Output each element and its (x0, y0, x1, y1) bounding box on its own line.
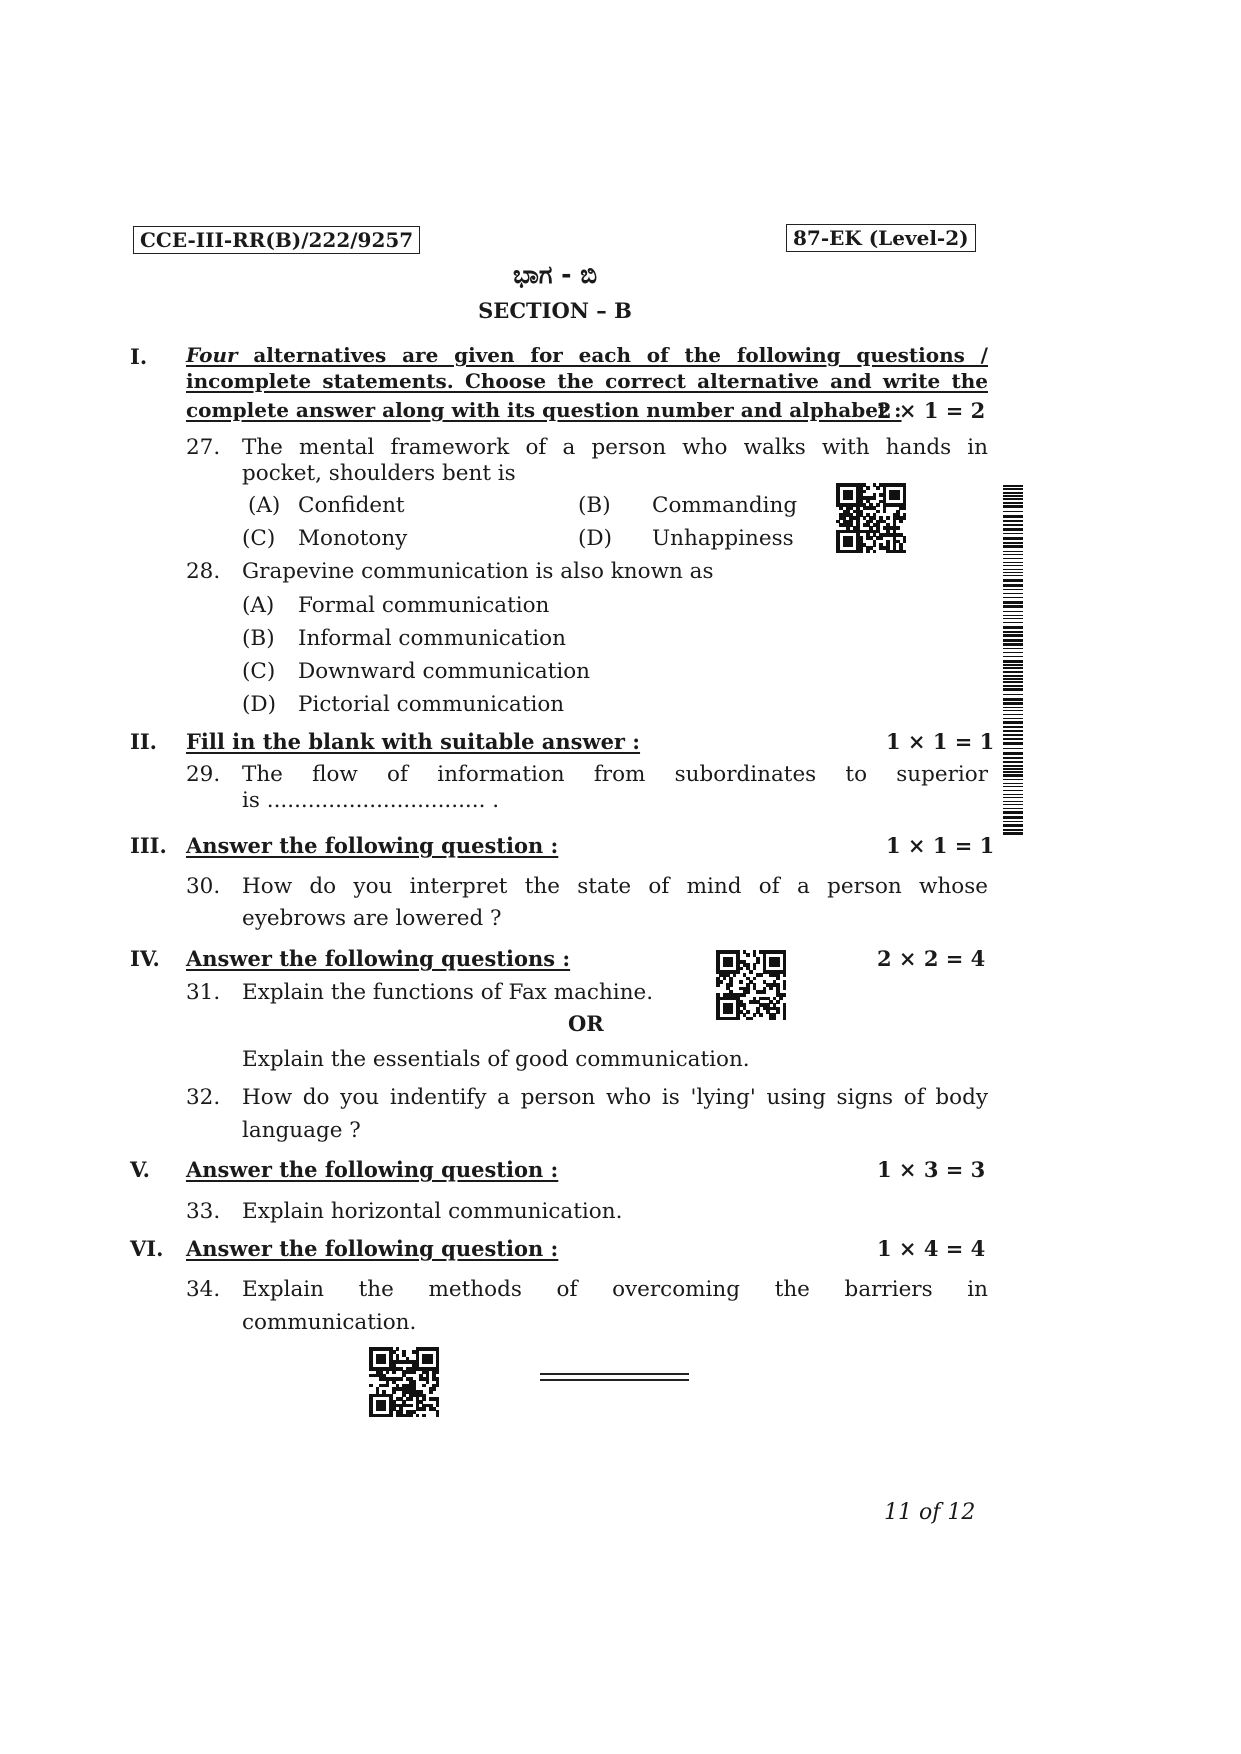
barcode-bar (1003, 569, 1023, 571)
qr-module (716, 983, 720, 987)
barcode-bar (1003, 485, 1023, 487)
barcode-bar (1003, 710, 1023, 712)
part-1-instruction-line2: incomplete statements. Choose the correct alternative and write the (186, 369, 988, 393)
qr-module (436, 1370, 440, 1374)
qr-module (396, 1347, 400, 1351)
qr-module (746, 953, 750, 957)
q28-number: 28. (186, 559, 221, 584)
barcode-bar (1003, 688, 1023, 691)
barcode-bar (1003, 774, 1023, 777)
barcode-bar (1003, 707, 1023, 709)
qr-module (886, 516, 890, 520)
barcode-bar (1003, 714, 1023, 716)
qr-module (783, 993, 787, 997)
barcode-bar (1003, 611, 1023, 613)
barcode-bar (1003, 811, 1023, 814)
qr-module (736, 1017, 740, 1021)
barcode-bar (1003, 511, 1023, 513)
q32-text-line1: How do you indentify a person who is 'lying' using signs of body (242, 1085, 988, 1110)
barcode-bar (1003, 804, 1023, 806)
barcode-bar (1003, 488, 1023, 490)
paper-code-left: CCE-III-RR(B)/222/9257 (133, 226, 420, 254)
barcode-bar (1003, 572, 1023, 574)
barcode-bar (1003, 593, 1023, 595)
qr-module (392, 1370, 396, 1374)
qr-module (753, 967, 757, 971)
qr-module (783, 1017, 787, 1021)
q28-option-b-label: (B) (242, 626, 275, 651)
q31-number: 31. (186, 980, 221, 1005)
qr-module (883, 510, 887, 514)
part-3-marks: 1 × 1 = 1 (886, 833, 995, 858)
qr-module (896, 526, 900, 530)
page-current: 11 (884, 1500, 912, 1525)
qr-module (436, 1404, 440, 1408)
q27-option-b-label: (B) (578, 493, 611, 518)
barcode-bar (1003, 618, 1023, 620)
q28-option-d-text: Pictorial communication (298, 692, 565, 717)
qr-module (866, 486, 870, 490)
barcode-bar (1003, 664, 1023, 666)
qr-module (422, 1407, 426, 1411)
barcode-bar (1003, 790, 1023, 792)
part-1-marks: 2 × 1 = 2 (877, 398, 986, 423)
qr-module (382, 1407, 386, 1411)
part-5-heading: Answer the following question : (186, 1157, 559, 1182)
part-1-instruction-line1 (186, 343, 988, 367)
q31-or: OR (568, 1011, 604, 1036)
qr-module (399, 1377, 403, 1381)
qr-module (776, 963, 780, 967)
page-number (884, 1500, 975, 1525)
qr-module (776, 1010, 780, 1014)
qr-module (776, 977, 780, 981)
barcode-bar (1003, 551, 1023, 553)
barcode-bar (1003, 786, 1023, 788)
qr-module (759, 1013, 763, 1017)
barcode-bar (1003, 671, 1023, 673)
barcode-bar (1003, 545, 1023, 548)
barcode-bar (1003, 832, 1023, 835)
barcode-bar (1003, 515, 1023, 518)
barcode-bar (1003, 667, 1023, 669)
barcode-bar (1003, 768, 1023, 770)
qr-module (763, 990, 767, 994)
part-6-heading: Answer the following question : (186, 1236, 559, 1261)
qr-module (746, 1010, 750, 1014)
qr-module (422, 1414, 426, 1418)
q34-number: 34. (186, 1277, 221, 1302)
q28-option-c-text: Downward communication (298, 659, 591, 684)
barcode-bar (1003, 771, 1023, 773)
q27-option-a-label: (A) (248, 493, 281, 518)
qr-module (783, 987, 787, 991)
qr-module (783, 973, 787, 977)
barcode-bar (1003, 601, 1023, 604)
q30-text-line1: How do you interpret the state of mind of a person whose (242, 874, 988, 899)
barcode-bar (1003, 520, 1023, 522)
qr-module (739, 980, 743, 984)
barcode-bar (1003, 748, 1023, 750)
qr-module (879, 536, 883, 540)
barcode-bar (1003, 783, 1023, 785)
end-rule-bottom (540, 1379, 689, 1381)
barcode-bar (1003, 794, 1023, 796)
qr-module (903, 516, 907, 520)
q27-option-d-label: (D) (578, 526, 613, 551)
barcode-bar (1003, 652, 1023, 654)
barcode-bar (1003, 829, 1023, 831)
qr-module (769, 987, 773, 991)
qr-module (876, 486, 880, 490)
barcode-bar (1003, 816, 1023, 819)
barcode-bar (1003, 626, 1023, 629)
barcode-bar (1003, 615, 1023, 617)
q27-option-b-text: Commanding (652, 493, 798, 518)
barcode-bar (1003, 648, 1023, 650)
barcode-bar (1003, 808, 1023, 810)
qr-module (382, 1360, 386, 1364)
barcode-bar (1003, 492, 1023, 494)
qr-module (873, 496, 877, 500)
qr-module (392, 1390, 396, 1394)
instruction-line1-rest: alternatives are given for each of the following questions / (237, 343, 988, 367)
qr-module (426, 1380, 430, 1384)
qr-module (386, 1370, 390, 1374)
qr-module (369, 1384, 373, 1388)
part-6-roman: VI. (130, 1236, 164, 1261)
barcode-bar (1003, 524, 1023, 526)
barcode-bar (1003, 757, 1023, 759)
qr-module (749, 970, 753, 974)
qr-module (412, 1370, 416, 1374)
barcode-bar (1003, 824, 1023, 827)
q34-text-line2: communication. (242, 1310, 417, 1335)
qr-module (736, 970, 740, 974)
qr-module (776, 1000, 780, 1004)
part-2-heading: Fill in the blank with suitable answer : (186, 729, 641, 754)
section-title-kannada: ಭಾಗ - ಬಿ (512, 260, 597, 289)
part-4-heading: Answer the following questions : (186, 946, 571, 971)
qr-module (749, 1017, 753, 1021)
barcode-bar (1003, 622, 1023, 624)
qr-module (779, 997, 783, 1001)
barcode-bar (1003, 554, 1023, 556)
qr-module (859, 550, 863, 554)
barcode-bar (1003, 678, 1023, 680)
qr-module (432, 1387, 436, 1391)
qr-module (416, 1414, 420, 1418)
barcode-bar (1003, 656, 1023, 658)
barcode-bar (1003, 801, 1023, 803)
barcode-bar (1003, 726, 1023, 728)
paper-code-right: 87-EK (Level-2) (786, 224, 976, 252)
part-5-roman: V. (130, 1157, 150, 1182)
qr-module (866, 550, 870, 554)
q32-number: 32. (186, 1085, 221, 1110)
barcode-bar (1003, 589, 1023, 591)
barcode-bar (1003, 634, 1023, 637)
end-rule-top (540, 1373, 689, 1375)
q31-text: Explain the functions of Fax machine. (242, 980, 654, 1005)
qr-module (429, 1390, 433, 1394)
q28-option-a-text: Formal communication (298, 593, 550, 618)
qr-module (729, 1010, 733, 1014)
barcode-bar (1003, 558, 1023, 560)
q33-text: Explain horizontal communication. (242, 1199, 623, 1224)
qr-module (729, 983, 733, 987)
qr-module (436, 1384, 440, 1388)
q27-number: 27. (186, 435, 221, 460)
barcode-bar (1003, 498, 1023, 500)
part-5-marks: 1 × 3 = 3 (877, 1157, 986, 1182)
q28-option-a-label: (A) (242, 593, 275, 618)
qr-module (409, 1397, 413, 1401)
barcode-bar (1003, 675, 1023, 677)
barcode-bar (1003, 681, 1023, 683)
part-1-roman: I. (130, 344, 148, 369)
q27-option-c-label: (C) (242, 526, 276, 551)
qr-module (436, 1414, 440, 1418)
barcode-bar (1003, 505, 1023, 508)
barcode-bar (1003, 752, 1023, 755)
qr-module (903, 506, 907, 510)
qr-module (753, 1013, 757, 1017)
q27-option-c-text: Monotony (298, 526, 408, 551)
q27-option-d-text: Unhappiness (652, 526, 794, 551)
barcode-bar (1003, 631, 1023, 633)
part-6-marks: 1 × 4 = 4 (877, 1236, 986, 1261)
barcode-bar (1003, 579, 1023, 582)
q29-number: 29. (186, 762, 221, 787)
qr-code-icon (836, 483, 906, 553)
barcode-bar (1003, 643, 1023, 646)
qr-module (759, 973, 763, 977)
qr-module (899, 520, 903, 524)
part-3-heading: Answer the following question : (186, 833, 559, 858)
q27-text-line2: pocket, shoulders bent is (242, 461, 516, 486)
barcode-bar (1003, 562, 1023, 564)
barcode-bar (1003, 765, 1023, 767)
barcode-bar (1003, 542, 1023, 544)
qr-module (733, 973, 737, 977)
q29-text-line1: The flow of information from subordinates to superior (242, 762, 988, 787)
page-of: of (919, 1500, 941, 1525)
qr-module (876, 503, 880, 507)
barcode-bar (1003, 533, 1023, 535)
barcode-bar (1003, 685, 1023, 687)
barcode-bar (1003, 605, 1023, 608)
qr-module (873, 543, 877, 547)
qr-code-icon (369, 1347, 439, 1417)
qr-module (896, 496, 900, 500)
barcode-bar (1003, 718, 1023, 720)
barcode-bar (1003, 584, 1023, 587)
qr-module (773, 1017, 777, 1021)
qr-module (849, 543, 853, 547)
q33-number: 33. (186, 1199, 221, 1224)
q27-option-a-text: Confident (298, 493, 405, 518)
barcode-bar (1003, 528, 1023, 531)
qr-module (389, 1414, 393, 1418)
barcode-bar (1003, 502, 1023, 504)
barcode-bar (1003, 779, 1023, 781)
qr-module (739, 967, 743, 971)
instruction-italic-word: Four (186, 343, 238, 367)
barcode-bar (1003, 738, 1023, 740)
barcode-icon (1003, 485, 1023, 837)
qr-module (746, 990, 750, 994)
barcode-bar (1003, 694, 1023, 696)
part-4-roman: IV. (130, 946, 160, 971)
q28-text: Grapevine communication is also known as (242, 559, 714, 584)
qr-module (386, 1384, 390, 1388)
barcode-bar (1003, 721, 1023, 724)
q32-text-line2: language ? (242, 1118, 361, 1143)
barcode-bar (1003, 761, 1023, 763)
part-2-roman: II. (130, 729, 157, 754)
qr-module (753, 977, 757, 981)
part-2-marks: 1 × 1 = 1 (886, 729, 995, 754)
q28-option-c-label: (C) (242, 659, 276, 684)
barcode-bar (1003, 660, 1023, 663)
qr-module (723, 977, 727, 981)
qr-module (903, 550, 907, 554)
q27-text-line1: The mental framework of a person who walks with hands in (242, 435, 988, 460)
section-title: SECTION – B (478, 298, 632, 323)
barcode-bar (1003, 565, 1023, 567)
qr-module (729, 963, 733, 967)
qr-module (743, 993, 747, 997)
barcode-bar (1003, 495, 1023, 497)
barcode-bar (1003, 702, 1023, 705)
q30-number: 30. (186, 874, 221, 899)
qr-module (903, 540, 907, 544)
barcode-bar (1003, 797, 1023, 799)
qr-module (422, 1384, 426, 1388)
q29-text-line2: is ................................ . (242, 788, 500, 813)
qr-module (409, 1414, 413, 1418)
qr-module (873, 550, 877, 554)
qr-module (849, 496, 853, 500)
q30-text-line2: eyebrows are lowered ? (242, 906, 502, 931)
barcode-bar (1003, 742, 1023, 745)
barcode-bar (1003, 734, 1023, 736)
qr-module (429, 1360, 433, 1364)
part-4-marks: 2 × 2 = 4 (877, 946, 986, 971)
qr-module (756, 960, 760, 964)
barcode-bar (1003, 639, 1023, 642)
q28-option-b-text: Informal communication (298, 626, 566, 651)
barcode-bar (1003, 575, 1023, 577)
qr-code-icon (716, 950, 786, 1020)
qr-module (409, 1404, 413, 1408)
q31-alternative: Explain the essentials of good communication. (242, 1047, 750, 1072)
q28-option-d-label: (D) (242, 692, 277, 717)
barcode-bar (1003, 821, 1023, 823)
part-1-instruction-line3: complete answer along with its question number and alphabet : (186, 398, 902, 422)
barcode-bar (1003, 730, 1023, 732)
barcode-bar (1003, 597, 1023, 599)
qr-module (719, 980, 723, 984)
q34-text-line1: Explain the methods of overcoming the barriers in (242, 1277, 988, 1302)
barcode-bar (1003, 537, 1023, 540)
qr-module (422, 1397, 426, 1401)
page-total: 12 (947, 1500, 976, 1525)
qr-module (863, 490, 867, 494)
part-3-roman: III. (130, 833, 167, 858)
qr-module (876, 510, 880, 514)
barcode-bar (1003, 698, 1023, 701)
